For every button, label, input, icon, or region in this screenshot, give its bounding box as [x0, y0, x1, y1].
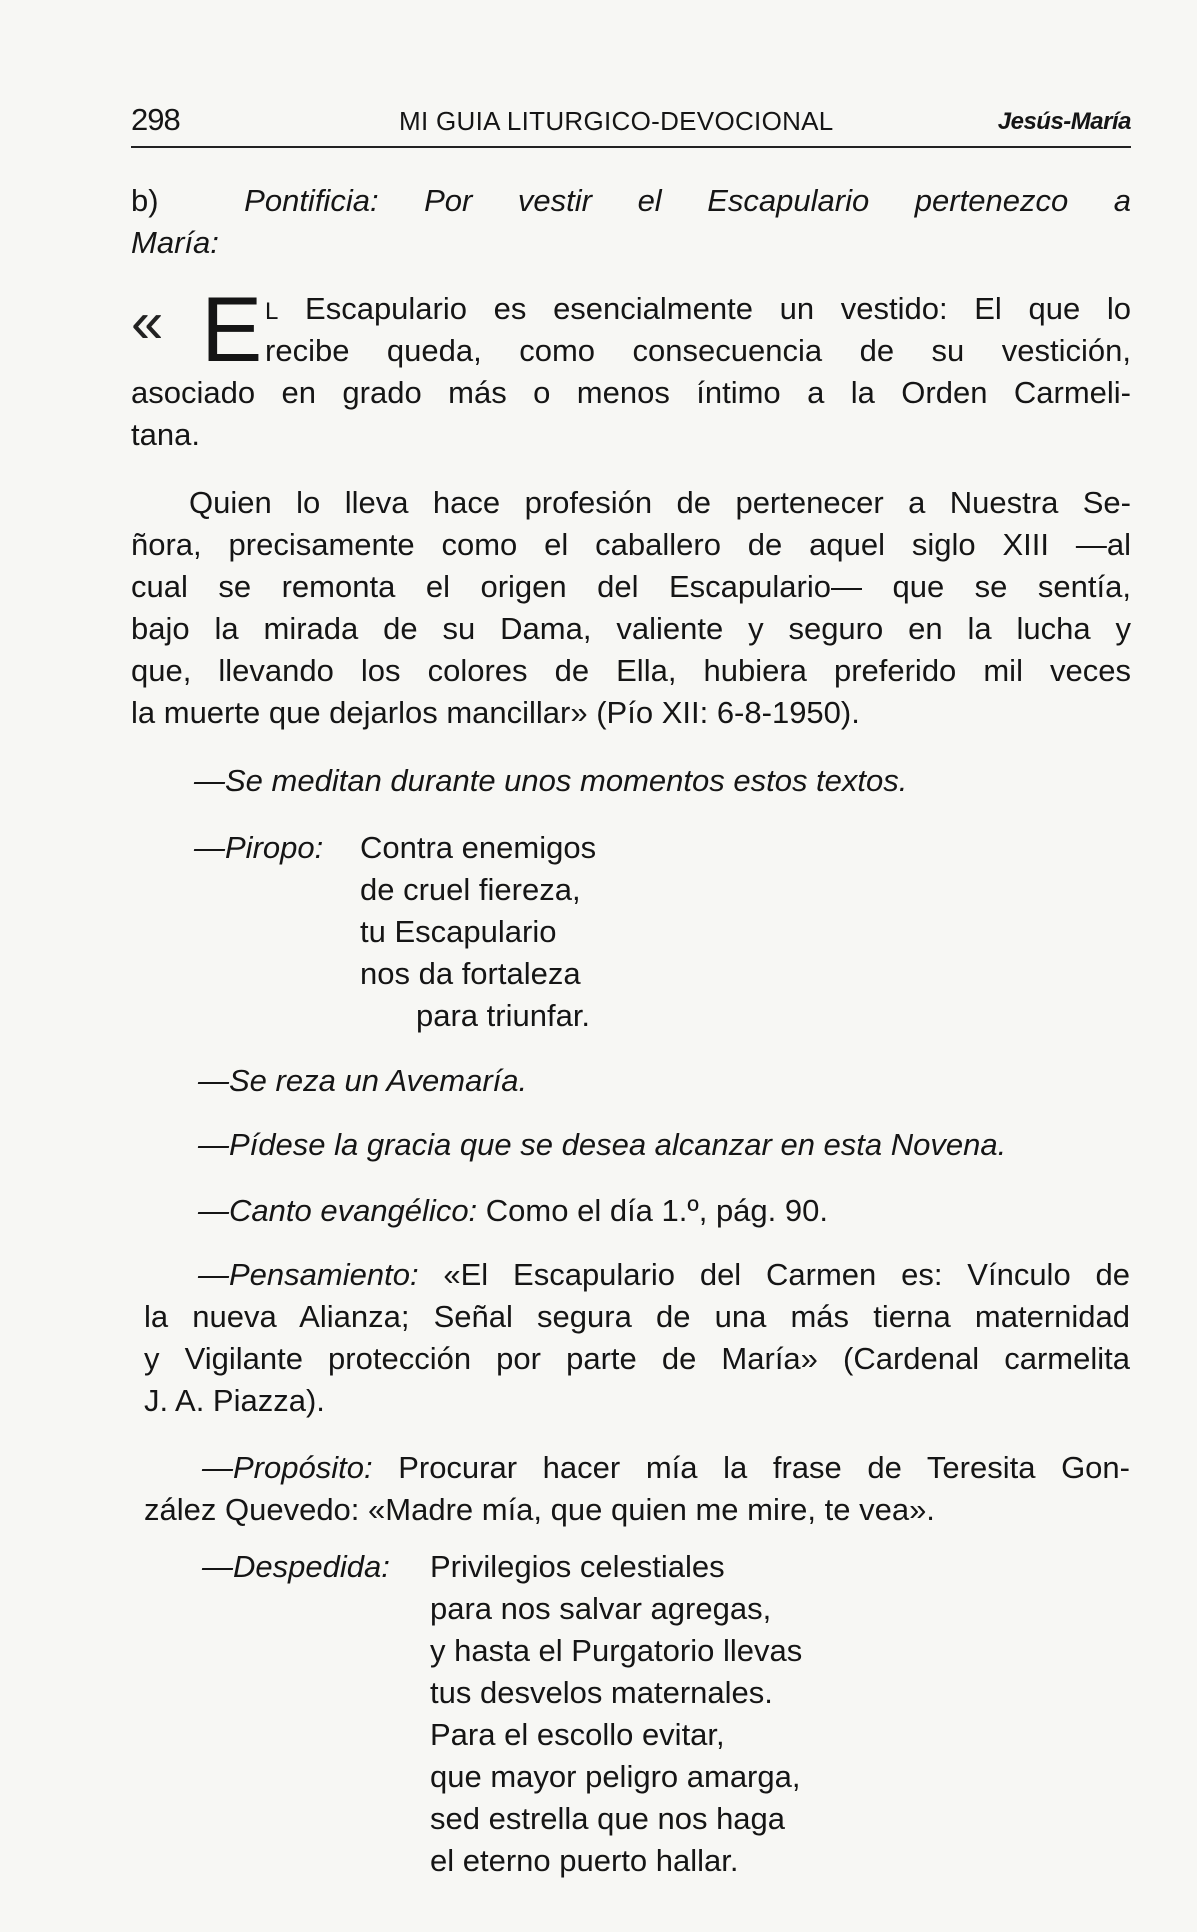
pensamiento-line: la nueva Alianza; Señal segura de una más tierna maternidad — [144, 1299, 1130, 1334]
page-number: 298 — [131, 102, 180, 137]
paragraph-2 — [131, 482, 1131, 734]
despedida-label: —Despedida: — [202, 1549, 390, 1584]
verse-line: para triunfar. — [416, 998, 591, 1033]
quote-line3: asociado en grado más o menos íntimo a la Orden Carmeli- — [131, 375, 1131, 410]
piropo-verse — [360, 827, 596, 1037]
section-label: b) — [131, 183, 159, 218]
pensamiento-line1: —Pensamiento: «El Escapulario del Carmen es: Vínculo de — [198, 1257, 1130, 1292]
paragraph-2-line: Quien lo lleva hace profesión de pertenecer a Nuestra Se- — [189, 485, 1131, 520]
section-b-heading-line1 — [131, 180, 1131, 222]
verse-line: el eterno puerto hallar. — [430, 1843, 739, 1878]
quote-open-mark: « — [131, 290, 164, 355]
verse-line: sed estrella que nos haga — [430, 1801, 786, 1836]
canto-text: Como el día 1.º, pág. 90. — [477, 1193, 828, 1228]
meditate-instruction: —Se meditan durante unos momentos estos textos. — [194, 763, 908, 798]
pensamiento-line: y Vigilante protección por parte de María» (Cardenal carmelita — [144, 1341, 1130, 1376]
paragraph-2-line: que, llevando los colores de Ella, hubiera preferido mil veces — [131, 653, 1131, 688]
quote-line4: tana. — [131, 417, 200, 452]
pidese-instruction: —Pídese la gracia que se desea alcanzar en esta Novena. — [198, 1127, 1007, 1162]
proposito-label: —Propósito: — [202, 1450, 373, 1485]
canto-line — [198, 1190, 1126, 1232]
proposito-line2: zález Quevedo: «Madre mía, que quien me mire, te vea». — [144, 1492, 935, 1527]
verse-line: Contra enemigos — [360, 830, 597, 865]
pensamiento-paragraph — [144, 1254, 1130, 1422]
verse-line: tu Escapulario — [360, 914, 557, 949]
paragraph-2-line: ñora, precisamente como el caballero de aquel siglo XIII —al — [131, 527, 1131, 562]
quote-line1: L Escapulario es esencialmente un vestido: El que lo — [265, 291, 1131, 326]
verse-line: que mayor peligro amarga, — [430, 1759, 801, 1794]
proposito-line1: —Propósito: Procurar hacer mía la frase de Teresita Gon- — [202, 1450, 1130, 1485]
section-b-heading-line2: María: — [131, 225, 219, 260]
verse-line: para nos salvar agregas, — [430, 1591, 772, 1626]
avemaria-instruction: —Se reza un Avemaría. — [198, 1063, 528, 1098]
paragraph-2-line: cual se remonta el origen del Escapulario— que se sentía, — [131, 569, 1131, 604]
verse-line: tus desvelos maternales. — [430, 1675, 773, 1710]
drop-cap: E — [201, 279, 263, 381]
verse-line: nos da fortaleza — [360, 956, 581, 991]
verse-line: y hasta el Purgatorio llevas — [430, 1633, 803, 1668]
despedida-verse — [430, 1546, 802, 1882]
pensamiento-label: —Pensamiento: — [198, 1257, 419, 1292]
verse-line: Privilegios celestiales — [430, 1549, 725, 1584]
page-header — [131, 96, 1131, 148]
quote-line2: recibe queda, como consecuencia de su vestición, — [265, 333, 1131, 368]
section-b-heading — [131, 180, 1131, 264]
paragraph-2-line: la muerte que dejarlos mancillar» (Pío XII: 6-8-1950). — [131, 695, 860, 730]
pensamiento-line: J. A. Piazza). — [144, 1383, 325, 1418]
canto-label: —Canto evangélico: — [198, 1193, 478, 1228]
verse-line: de cruel fiereza, — [360, 872, 581, 907]
proposito-paragraph — [144, 1447, 1130, 1531]
running-head: Jesús-María — [997, 108, 1131, 135]
book-title: MI GUIA LITURGICO-DEVOCIONAL — [399, 106, 834, 136]
paragraph-2-line: bajo la mirada de su Dama, valiente y seguro en la lucha y — [131, 611, 1131, 646]
verse-line: Para el escollo evitar, — [430, 1717, 725, 1752]
section-b-title: Pontificia: Por vestir el Escapulario pertenezco a — [244, 183, 1131, 218]
piropo-label: —Piropo: — [194, 830, 324, 865]
